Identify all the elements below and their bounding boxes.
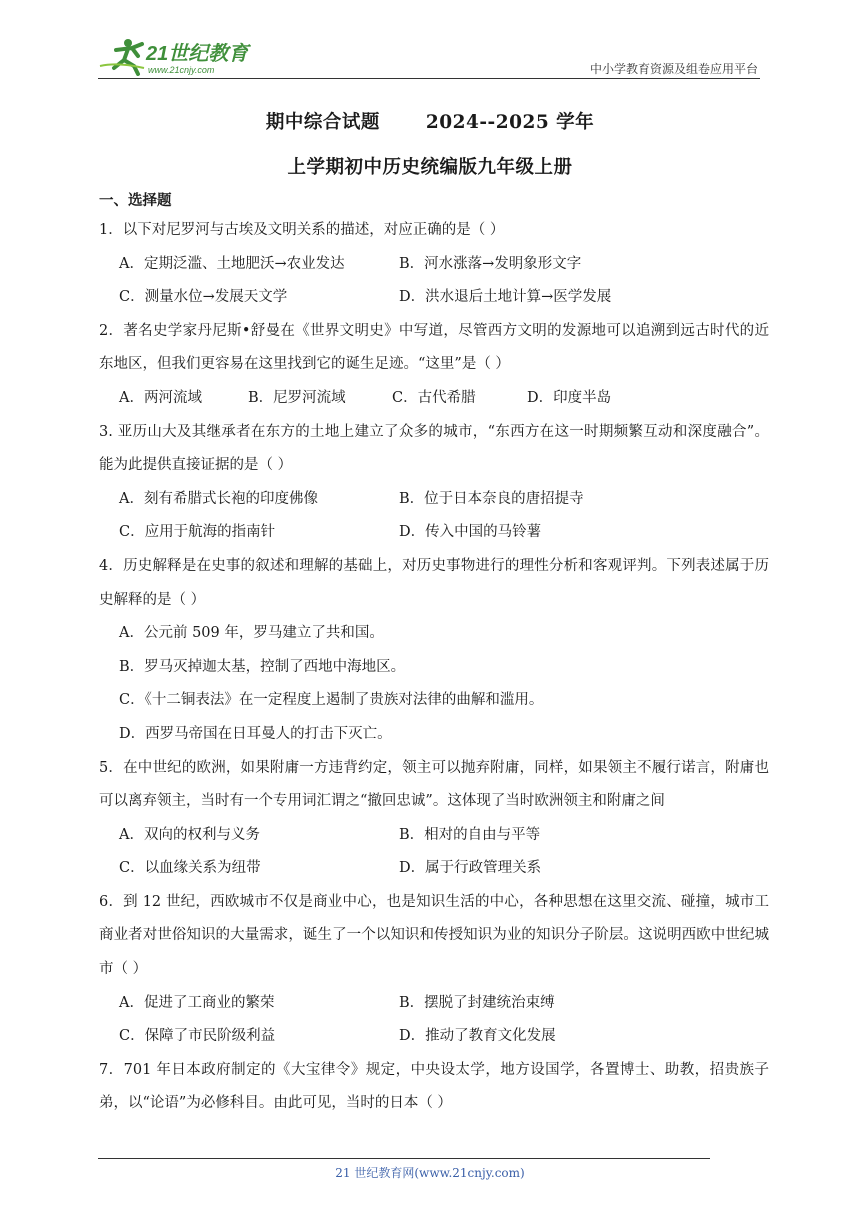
exam-title-name: 期中综合试题 <box>265 112 380 133</box>
option: D．洪水退后土地计算→医学发展 <box>399 289 612 306</box>
option: A．双向的权利与义务 <box>119 826 260 843</box>
option: A．促进了工商业的繁荣 <box>119 994 275 1011</box>
option: B．位于日本奈良的唐招提寺 <box>399 490 584 507</box>
option: B．摆脱了封建统治束缚 <box>399 994 555 1011</box>
option: A．两河流域 <box>119 389 202 406</box>
option: D．西罗马帝国在日耳曼人的打击下灭亡。 <box>119 725 392 742</box>
option-row <box>99 248 769 282</box>
site-logo <box>98 36 258 76</box>
option: C．测量水位→发展天文学 <box>119 289 288 306</box>
footer-divider <box>98 1158 710 1159</box>
question-stem: 6．到 12 世纪，西欧城市不仅是商业中心，也是知识生活的中心，各种思想在这里交流、碰撞，城市工商业者对世俗知识的大量需求，诞生了一个以知识和传授知识为业的知识分子阶层。这说明西欧中世纪城市（ ） <box>99 893 769 978</box>
option: C．《十二铜表法》在一定程度上遏制了贵族对法律的曲解和滥用。 <box>119 692 544 709</box>
option: C．以血缘关系为纽带 <box>119 860 261 877</box>
option-row <box>99 382 769 416</box>
option-row <box>99 1020 769 1054</box>
page-header <box>98 30 760 80</box>
question-list <box>99 190 769 1121</box>
logo-text: 21世纪教育 <box>146 43 249 65</box>
option-row <box>99 516 769 550</box>
option: B．尼罗河流域 <box>248 389 346 406</box>
question-stem: 7．701 年日本政府制定的《大宝律令》规定，中央设太学，地方设国学，各置博士、助教，招贵族子弟，以“论语”为必修科目。由此可见，当时的日本（ ） <box>99 1061 769 1112</box>
exam-title-year: 2024--2025 学年 <box>425 112 595 133</box>
question-stem: 3. 亚历山大及其继承者在东方的土地上建立了众多的城市，“东西方在这一时期频繁互动和深度融合”。能为此提供直接证据的是（ ） <box>99 423 769 474</box>
question-stem: 5．在中世纪的欧洲，如果附庸一方违背约定，领主可以抛弃附庸，同样，如果领主不履行诺言，附庸也可以离弃领主，当时有一个专用词汇谓之“撤回忠诚”。这体现了当时欧洲领主和附庸之间 <box>99 759 769 810</box>
option: B．河水涨落→发明象形文字 <box>399 255 582 272</box>
option-row <box>99 987 769 1021</box>
exam-title-line2: 上学期初中历史统编版九年级上册 <box>287 157 573 178</box>
option: D．传入中国的马铃薯 <box>399 524 542 541</box>
option: C．应用于航海的指南针 <box>119 524 276 541</box>
option-row <box>99 819 769 853</box>
header-divider <box>98 78 760 79</box>
option: A．定期泛滥、土地肥沃→农业发达 <box>119 255 345 272</box>
platform-name: 中小学教育资源及组卷应用平台 <box>589 62 758 76</box>
option: A．公元前 509 年，罗马建立了共和国。 <box>119 625 384 642</box>
option: D．属于行政管理关系 <box>399 860 542 877</box>
option: D．印度半岛 <box>527 389 612 406</box>
option: D．推动了教育文化发展 <box>399 1028 556 1045</box>
option-row <box>99 852 769 886</box>
option: B．相对的自由与平等 <box>399 826 541 843</box>
logo-url: www.21cnjy.com <box>148 65 215 75</box>
exam-title-line1 <box>0 108 860 134</box>
option-row <box>99 281 769 315</box>
option: C．古代希腊 <box>392 389 476 406</box>
question-stem: 4．历史解释是在史事的叙述和理解的基础上，对历史事物进行的理性分析和客观评判。下列表述属于历史解释的是（ ） <box>99 557 769 608</box>
option: A．刻有希腊式长袍的印度佛像 <box>119 490 318 507</box>
question-stem: 1．以下对尼罗河与古埃及文明关系的描述，对应正确的是（ ） <box>99 222 505 238</box>
option-row <box>99 483 769 517</box>
page-footer: 21 世纪教育网(www.21cnjy.com) <box>335 1166 525 1180</box>
question-stem: 2．著名史学家丹尼斯•舒曼在《世界文明史》中写道，尽管西方文明的发源地可以追溯到远古时代的近东地区，但我们更容易在这里找到它的诞生足迹。“这里”是（ ） <box>99 322 769 373</box>
option: C．保障了市民阶级利益 <box>119 1028 276 1045</box>
section-heading: 一、选择题 <box>99 193 172 209</box>
option: B．罗马灭掉迦太基，控制了西地中海地区。 <box>119 658 406 675</box>
